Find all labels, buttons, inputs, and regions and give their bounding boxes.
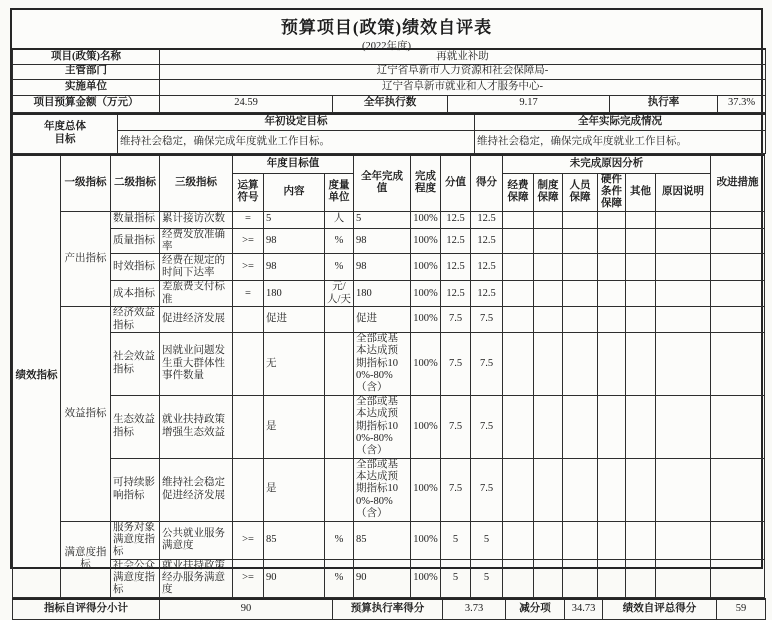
indicator-row [13,559,765,597]
unit-cell: 元/人/天 [325,281,354,307]
other-cell [626,254,656,281]
other-cell [626,521,656,559]
actual-cell: 180 [354,281,411,307]
points-cell: 12.5 [441,228,471,254]
improvement-cell [711,521,765,559]
execution-value: 9.17 [448,95,610,112]
level2-cell: 经济效益指标 [111,307,160,333]
fund-cell [503,521,534,559]
implement-unit-value: 辽宁省阜新市就业和人才服务中心- [160,79,766,95]
degree-cell: 100% [411,211,441,228]
improvement-cell [711,307,765,333]
subtotal-value: 90 [160,599,333,620]
system-cell [534,211,563,228]
summary-row [13,599,766,620]
system-cell [534,332,563,395]
hardware-cell [598,307,626,333]
points-cell: 5 [441,559,471,597]
fund-cell [503,281,534,307]
header-incomplete-group: 未完成原因分析 [503,155,711,173]
improvement-cell [711,559,765,597]
reason-cell [656,395,711,458]
indicator-row [13,211,765,228]
indicator-row [13,458,765,521]
reason-cell [656,521,711,559]
score-cell: 7.5 [471,307,503,333]
level2-cell: 时效指标 [111,254,160,281]
unit-cell [325,307,354,333]
execution-score-value: 3.73 [443,599,506,620]
header-target-group: 年度目标值 [233,155,354,173]
system-cell [534,559,563,597]
header-actual: 全年完成值 [354,155,411,211]
table-row [13,131,766,154]
reason-cell [656,307,711,333]
level1-benefit: 效益指标 [61,307,111,521]
target-cell: 5 [264,211,325,228]
points-cell: 7.5 [441,332,471,395]
annual-goal-label: 年度总体目标 [13,114,118,154]
operator-cell [233,332,264,395]
degree-cell: 100% [411,458,441,521]
unit-cell: % [325,228,354,254]
system-cell [534,228,563,254]
level2-cell: 可持续影响指标 [111,458,160,521]
improvement-cell [711,254,765,281]
total-score-value: 59 [717,599,766,620]
level3-cell: 促进经济发展 [160,307,233,333]
actual-goal-header: 全年实际完成情况 [475,114,766,131]
level2-cell: 社会效益指标 [111,332,160,395]
target-cell: 是 [264,458,325,521]
other-cell [626,395,656,458]
improvement-cell [711,458,765,521]
level2-cell: 服务对象满意度指标 [111,521,160,559]
indicator-row [13,228,765,254]
actual-cell: 98 [354,228,411,254]
other-cell [626,228,656,254]
level2-cell: 数量指标 [111,211,160,228]
staff-cell [563,559,598,597]
header-hardware: 硬件条件保障 [598,173,626,211]
staff-cell [563,281,598,307]
header-other: 其他 [626,173,656,211]
operator-cell: >= [233,559,264,597]
department-value: 辽宁省阜新市人力资源和社会保障局- [160,64,766,79]
level3-cell: 累计接访次数 [160,211,233,228]
other-cell [626,307,656,333]
level2-cell: 生态效益指标 [111,395,160,458]
execution-score-label: 预算执行率得分 [333,599,443,620]
header-level2: 二级指标 [111,155,160,211]
fund-cell [503,228,534,254]
score-cell: 12.5 [471,228,503,254]
points-cell: 7.5 [441,307,471,333]
actual-cell: 98 [354,254,411,281]
points-cell: 5 [441,521,471,559]
level1-output: 产出指标 [61,211,111,307]
unit-cell: 人 [325,211,354,228]
fund-cell [503,307,534,333]
operator-cell: = [233,211,264,228]
indicator-row [13,395,765,458]
score-cell: 5 [471,521,503,559]
unit-cell [325,395,354,458]
level3-cell: 因就业问题发生重大群体性事件数量 [160,332,233,395]
staff-cell [563,307,598,333]
operator-cell [233,395,264,458]
target-cell: 98 [264,228,325,254]
total-score-label: 绩效自评总得分 [603,599,717,620]
score-cell: 12.5 [471,211,503,228]
header-content: 内容 [264,173,325,211]
system-cell [534,458,563,521]
level3-cell: 就业扶持政策增强生态效益 [160,395,233,458]
reason-cell [656,559,711,597]
points-cell: 7.5 [441,458,471,521]
operator-cell: = [233,281,264,307]
project-name-label: 项目(政策)名称 [13,49,160,64]
points-cell: 7.5 [441,395,471,458]
annual-goal-table [12,113,766,155]
hardware-cell [598,254,626,281]
execution-label: 全年执行数 [333,95,448,112]
subtotal-label: 指标自评得分小计 [13,599,160,620]
degree-cell: 100% [411,254,441,281]
fund-cell [503,559,534,597]
unit-cell: % [325,254,354,281]
staff-cell [563,395,598,458]
level3-cell: 经费在规定的时间下达率 [160,254,233,281]
reason-cell [656,281,711,307]
system-cell [534,307,563,333]
score-cell: 7.5 [471,395,503,458]
score-cell: 5 [471,559,503,597]
indicator-row [13,254,765,281]
level3-cell: 就业扶持政策经办服务满意度 [160,559,233,597]
degree-cell: 100% [411,332,441,395]
planned-goal-text: 维持社会稳定，确保完成年度就业工作目标。 [118,131,475,154]
level3-cell: 经费发放准确率 [160,228,233,254]
unit-cell: % [325,559,354,597]
other-cell [626,211,656,228]
target-cell: 促进 [264,307,325,333]
actual-cell: 全部或基本达成预期指标100%-80%（含） [354,458,411,521]
header-improvement: 改进措施 [711,155,765,211]
level3-cell: 维持社会稳定促进经济发展 [160,458,233,521]
execution-rate-value: 37.3% [718,95,766,112]
actual-cell: 促进 [354,307,411,333]
header-fund: 经费保障 [503,173,534,211]
header-degree: 完成程度 [411,155,441,211]
staff-cell [563,228,598,254]
reason-cell [656,254,711,281]
improvement-cell [711,281,765,307]
degree-cell: 100% [411,307,441,333]
hardware-cell [598,458,626,521]
header-score: 得分 [471,155,503,211]
target-cell: 180 [264,281,325,307]
header-operator: 运算符号 [233,173,264,211]
indicator-header-row-1 [13,155,765,173]
execution-rate-label: 执行率 [610,95,718,112]
other-cell [626,332,656,395]
system-cell [534,281,563,307]
actual-cell: 5 [354,211,411,228]
degree-cell: 100% [411,228,441,254]
fund-cell [503,211,534,228]
indicator-row [13,281,765,307]
score-cell: 12.5 [471,281,503,307]
level2-cell: 成本指标 [111,281,160,307]
table-row [13,79,766,95]
target-cell: 98 [264,254,325,281]
operator-cell: >= [233,228,264,254]
level2-cell: 质量指标 [111,228,160,254]
fund-cell [503,254,534,281]
info-table [12,48,766,113]
operator-cell [233,458,264,521]
degree-cell: 100% [411,559,441,597]
target-cell: 是 [264,395,325,458]
self-evaluation-form [10,8,763,615]
header-unit: 度量单位 [325,173,354,211]
system-cell [534,521,563,559]
score-cell: 7.5 [471,332,503,395]
degree-cell: 100% [411,281,441,307]
indicator-row [13,332,765,395]
staff-cell [563,332,598,395]
degree-cell: 100% [411,521,441,559]
table-row [13,64,766,79]
system-cell [534,254,563,281]
score-cell: 12.5 [471,254,503,281]
other-cell [626,281,656,307]
target-cell: 无 [264,332,325,395]
form-year: (2022年度) [362,41,411,52]
indicator-row [13,307,765,333]
reason-cell [656,228,711,254]
deduction-value: 34.73 [565,599,603,620]
indicator-table [12,154,765,598]
table-row [13,95,766,112]
deduction-label: 减分项 [506,599,565,620]
other-cell [626,458,656,521]
operator-cell [233,307,264,333]
implement-unit-label: 实施单位 [13,79,160,95]
operator-cell: >= [233,254,264,281]
other-cell [626,559,656,597]
performance-section-label: 绩效指标 [13,155,61,597]
unit-cell [325,458,354,521]
points-cell: 12.5 [441,281,471,307]
target-cell: 85 [264,521,325,559]
improvement-cell [711,211,765,228]
header-level1: 一级指标 [61,155,111,211]
actual-cell: 全部或基本达成预期指标100%-80%（含） [354,332,411,395]
actual-cell: 全部或基本达成预期指标100%-80%（含） [354,395,411,458]
staff-cell [563,254,598,281]
unit-cell: % [325,521,354,559]
reason-cell [656,211,711,228]
unit-cell [325,332,354,395]
points-cell: 12.5 [441,254,471,281]
level1-satisfaction: 满意度指标 [61,521,111,597]
header-reason: 原因说明 [656,173,711,211]
hardware-cell [598,211,626,228]
project-name-value: 再就业补助 [160,49,766,64]
reason-cell [656,332,711,395]
fund-cell [503,332,534,395]
improvement-cell [711,228,765,254]
planned-goal-header: 年初设定目标 [118,114,475,131]
actual-cell: 90 [354,559,411,597]
improvement-cell [711,332,765,395]
reason-cell [656,458,711,521]
staff-cell [563,211,598,228]
improvement-cell [711,395,765,458]
indicator-row [13,521,765,559]
points-cell: 12.5 [441,211,471,228]
actual-goal-text: 维持社会稳定，确保完成年度就业工作目标。 [475,131,766,154]
header-points: 分值 [441,155,471,211]
level2-cell: 社会公众满意度指标 [111,559,160,597]
header-staff: 人员保障 [563,173,598,211]
title-block [12,10,761,52]
level3-cell: 公共就业服务满意度 [160,521,233,559]
summary-table [12,598,766,620]
hardware-cell [598,332,626,395]
actual-cell: 85 [354,521,411,559]
hardware-cell [598,395,626,458]
system-cell [534,395,563,458]
score-cell: 7.5 [471,458,503,521]
staff-cell [563,458,598,521]
fund-cell [503,395,534,458]
staff-cell [563,521,598,559]
header-system: 制度保障 [534,173,563,211]
budget-label: 项目预算金额（万元） [13,95,160,112]
operator-cell: >= [233,521,264,559]
header-level3: 三级指标 [160,155,233,211]
hardware-cell [598,559,626,597]
department-label: 主管部门 [13,64,160,79]
fund-cell [503,458,534,521]
hardware-cell [598,228,626,254]
hardware-cell [598,281,626,307]
hardware-cell [598,521,626,559]
target-cell: 90 [264,559,325,597]
level3-cell: 差旅费支付标准 [160,281,233,307]
form-title: 预算项目(政策)绩效自评表 [280,18,493,37]
table-row [13,114,766,131]
degree-cell: 100% [411,395,441,458]
budget-value: 24.59 [160,95,333,112]
